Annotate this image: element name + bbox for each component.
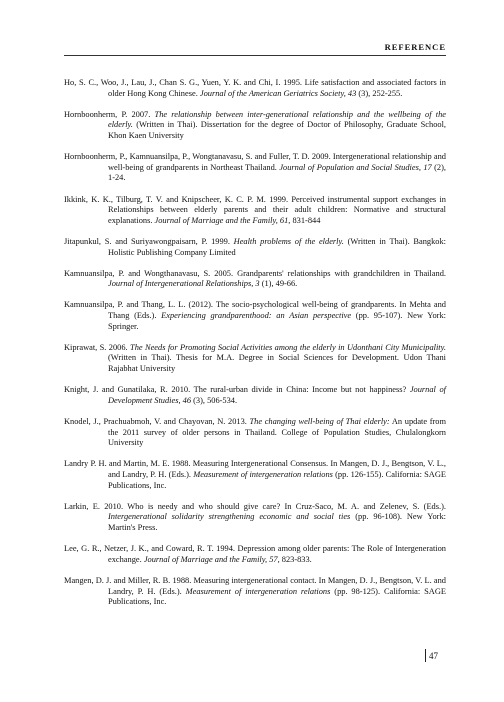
reference-entry xyxy=(64,385,446,406)
reference-details: (3), 252-255. xyxy=(356,88,403,98)
reference-entry xyxy=(64,417,446,449)
reference-entry xyxy=(64,343,446,375)
page-number-divider xyxy=(425,649,426,662)
reference-text: Hornboonherm, P., Kamnuansilpa, P., Wongtanavasu, S. and Fuller, T. D. 2009. Intergenerational relationship and well-being of grandparents in Northeast Thailand. xyxy=(64,152,446,172)
reference-source: Journal of Intergenerational Relationships, 3 xyxy=(108,279,260,289)
reference-entry xyxy=(64,544,446,565)
reference-source: Journal of Marriage and the Family, 57, xyxy=(143,554,280,564)
reference-details: (pp. 126-155). California: SAGE Publications, Inc. xyxy=(108,469,446,490)
reference-details: (Written in Thai). Thesis for M.A. Degree in Social Sciences for Development. Udon Thani Rajabhat University xyxy=(108,353,446,374)
reference-text: Ho, S. C., Woo, J., Lau, J., Chan S. G., Yuen, Y. K. and Chi, I. 1995. Life satisfaction and associated factors in older Hong Kong Chinese. xyxy=(64,78,446,98)
reference-entry xyxy=(64,300,446,332)
reference-text: Knight, J. and Gunatilaka, R. 2010. The rural-urban divide in China: Income but not happiness? xyxy=(64,385,410,395)
reference-source: The Needs for Promoting Social Activities among the elderly in Udonthani City Municipality. xyxy=(130,342,446,352)
reference-details: , 831-844 xyxy=(288,215,321,225)
reference-entry xyxy=(64,152,446,184)
reference-entry xyxy=(64,269,446,290)
reference-text: Mangen, D. J. and Miller, R. B. 1988. Measuring intergenerational contact. In Mangen, D. J., Bengtson, V. L. and Landry, P. H. (Eds.). xyxy=(64,575,446,596)
reference-list xyxy=(64,78,446,618)
reference-entry xyxy=(64,78,446,99)
reference-details: (2), 1-24. xyxy=(108,162,447,183)
reference-source: Journal of Development Studies, 46 xyxy=(108,385,446,405)
reference-entry xyxy=(64,576,446,608)
reference-source: Intergenerational solidarity strengthening economic and social ties xyxy=(108,512,351,522)
reference-text: Kiprawat, S. 2006. xyxy=(64,342,131,352)
reference-entry xyxy=(64,502,446,534)
reference-source: Journal of the American Geriatrics Society, 43 xyxy=(199,88,357,98)
reference-details: (Written in Thai). Bangkok: Holistic Publishing Company Limited xyxy=(108,236,446,257)
reference-entry xyxy=(64,110,446,142)
reference-text: Kamnuansilpa, P. and Thang, L. L. (2012). The socio-psychological well-being of grandparents. In Mehta and Thang (Eds.). xyxy=(64,300,446,321)
header-rule xyxy=(64,55,446,56)
reference-details: (pp. 98-125). California: SAGE Publications, Inc. xyxy=(108,586,446,607)
reference-details: (pp. 96-108). New York: Martin's Press. xyxy=(108,512,446,532)
reference-text: Hornboonherm, P. 2007. xyxy=(64,109,155,119)
reference-text: Landry P. H. and Martin, M. E. 1988. Measuring Intergenerational Consensus. In Mangen, D. J., Bengtson, V. L., and Landry, P. H. (Eds.). xyxy=(64,459,446,479)
reference-source: The changing well-being of Thai elderly: xyxy=(249,417,390,426)
running-header: REFERENCE xyxy=(384,42,446,52)
page-number: 47 xyxy=(429,651,438,661)
reference-source: Experiencing grandparenthood: an Asian perspective xyxy=(161,311,352,321)
reference-source: Journal of Marriage and the Family, 61 xyxy=(154,215,289,225)
reference-text: Lee, G. R., Netzer, J. K., and Coward, R. T. 1994. Depression among older parents: The Role of Intergeneration exchange. xyxy=(64,544,446,564)
reference-details: (pp. 95-107). New York: Springer. xyxy=(108,311,446,331)
reference-source: Journal of Population and Social Studies, 17 xyxy=(279,162,432,172)
reference-text: Larkin, E. 2010. Who is needy and who should give care? In Cruz-Saco, M. A. and Zelenev, S. (Eds.). xyxy=(64,501,446,511)
reference-details: 823-833. xyxy=(279,554,312,564)
reference-text: Ikkink, K. K., Tilburg, T. V. and Knipscheer, K. C. P. M. 1999. Perceived instrumental support exchanges in Relationships between elderly parents and their adult children: Normative and structural explanations. xyxy=(64,194,446,225)
reference-source: The relationship between inter-generational relationship and the wellbeing of the elderly. xyxy=(108,109,446,130)
reference-details: (Written in Thai). Dissertation for the degree of Doctor of Philosophy, Graduate School, Khon Kaen University xyxy=(108,120,446,140)
reference-source: Measurement of intergeneration relations xyxy=(185,586,331,596)
reference-text: Knodel, J., Prachuabmoh, V. and Chayovan, N. 2013. xyxy=(64,417,250,426)
reference-entry xyxy=(64,237,446,258)
reference-details: (1), 49-66. xyxy=(259,279,298,289)
reference-text: Kamnuansilpa, P. and Wongthanavasu, S. 2005. Grandparents' relationships with grandchildren in Thailand. xyxy=(64,268,446,278)
reference-entry xyxy=(64,195,446,227)
reference-entry xyxy=(64,459,446,491)
reference-details: (3), 506-534. xyxy=(191,395,238,405)
reference-details: An update from the 2011 survey of older persons in Thailand. College of Population Studies, Chulalongkorn University xyxy=(108,417,446,448)
reference-source: Health problems of the elderly. xyxy=(233,236,344,246)
reference-text: Jitapunkul, S. and Suriyawongpaisarn, P. 1999. xyxy=(64,236,234,246)
reference-source: Measurement of intergeneration relations xyxy=(193,469,333,479)
